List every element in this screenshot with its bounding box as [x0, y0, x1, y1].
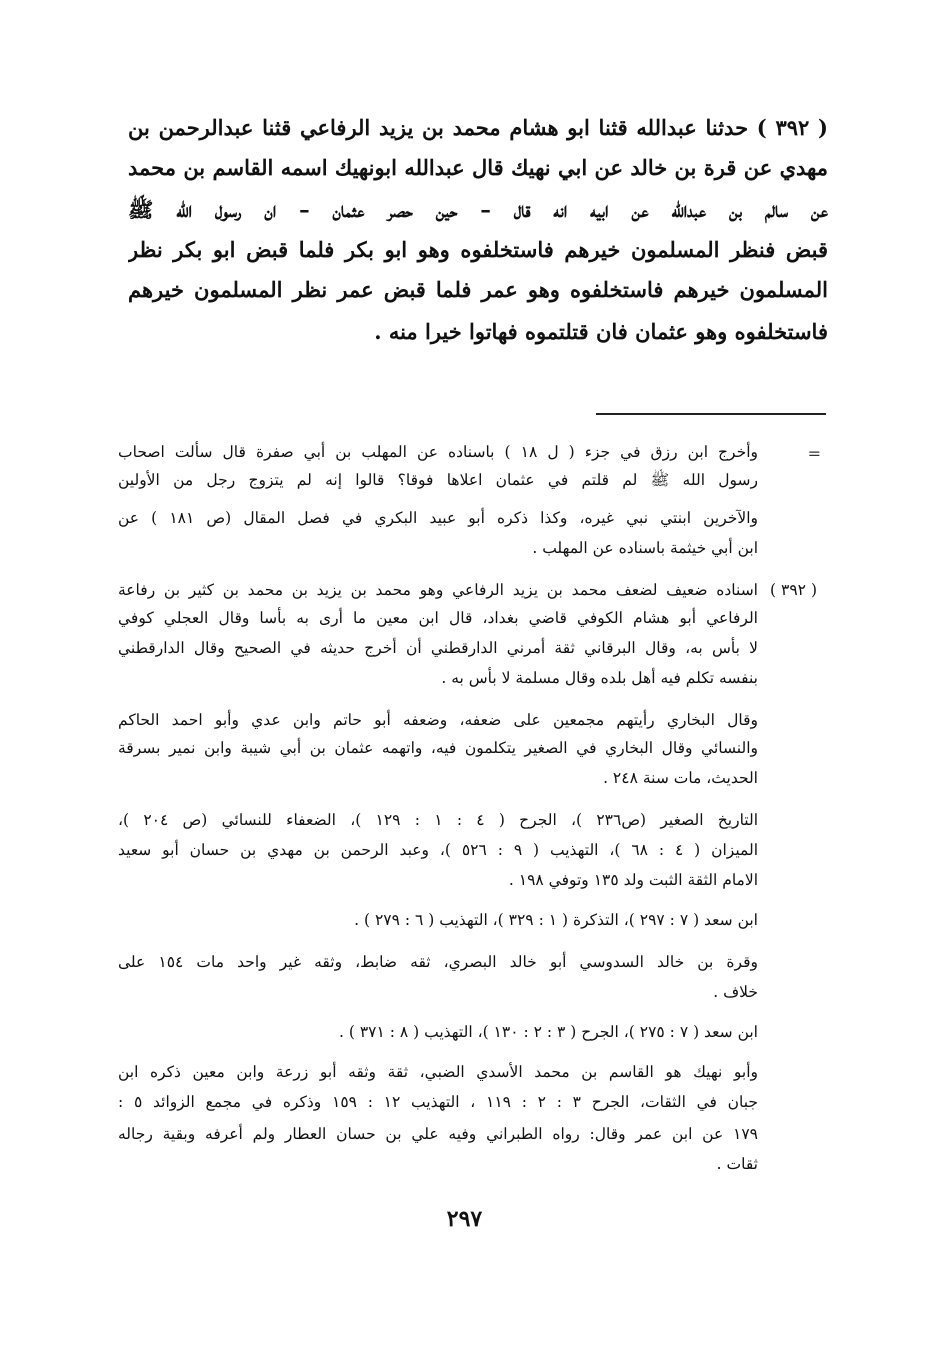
footnote-line: وأبو نهيك هو القاسم بن محمد الأسدي الضبي، ثقة وثقه أبو زرعة وابن معين ذكره ابن: [118, 1063, 758, 1081]
footnote-line: الحديث، مات سنة ٢٤٨ .: [603, 769, 758, 787]
footnote-line: وقرة بن خالد السدوسي أبو خالد البصري، ثقه ضابط، وثقه غير واحد مات ١٥٤ على: [118, 953, 758, 971]
footnote-line: التاريخ الصغير (ص٢٣٦ )، الجرح ( ٤ : ١ : ١٢٩ )، الضعفاء للنسائي (ص ٢٠٤ )،: [118, 811, 758, 829]
footnote-line: اسناده ضعيف لضعف محمد بن يزيد الرفاعي وهو محمد بن يزيد بن محمد بن كثير بن رفاعة: [118, 581, 758, 599]
continuation-mark: =: [807, 444, 821, 463]
footnote-line: والآخرين ابنتي نبي غيره، وكذا ذكره أبو عبيد البكري في فصل المقال (ص ١٨١ ) عن: [118, 509, 758, 527]
footnote-line: جبان في الثقات، الجرح ٣ : ٢ : ١١٩ ، التهذيب ١٢ : ١٥٩ وذكره في مجمع الزوائد ٥ :: [118, 1093, 758, 1111]
footnote-line: وأخرج ابن رزق في جزء ( ل ١٨ ) باسناده عن المهلب بن أبي صفرة قال سألت اصحاب: [118, 443, 758, 461]
footnote-line: ابن سعد ( ٧ : ٢٩٧ )، التذكرة ( ١ : ٣٢٩ )، التهذيب ( ٦ : ٢٧٩ ) .: [354, 911, 758, 929]
main-line: مهدي عن قرة بن خالد عن ابي نهيك قال عبدالله ابونهيك اسمه القاسم بن محمد: [128, 155, 828, 180]
footnote-line: بنفسه تكلم فيه أهل بلده وقال مسلمة لا بأس به .: [441, 669, 758, 687]
footnote-line: والنسائي وقال البخاري في الصغير يتكلمون فيه، واتهمه عثمان بن أبي شيبة وابن نمير بسرقة: [118, 739, 758, 757]
footnote-line: وقال البخاري رأيتهم مجمعين على ضعفه، وضعفه أبو حاتم وابن عدي وأبو احمد الحاكم: [118, 711, 758, 729]
main-line: المسلمون خيرهم فاستخلفوه وهو عمر فلما قبض عمر نظر المسلمون خيرهم: [128, 277, 828, 302]
footnote-line: رسول الله ﷺ لم قلتم في عثمان اعلاها فوقا؟ قالوا إنه لم يتزوج رجل من الأولين: [118, 471, 758, 489]
footnote-line: ١٧٩ عن ابن عمر وقال: رواه الطبراني وفيه علي بن حسان العطار ولم أعرفه وبقية رجاله: [118, 1125, 758, 1143]
main-line: فاستخلفوه وهو عثمان فان قتلتموه فهاتوا خيرا منه .: [374, 319, 828, 344]
footnote-line: الرفاعي أبو هشام الكوفي قاضي بغداد، قال ابن معين ما أرى به بأسا وقال العجلي كوفي: [118, 609, 758, 627]
footnote-number: ( ٣٩٢ ): [770, 581, 817, 599]
footnote-line: ابن أبي خيثمة باسناده عن المهلب .: [532, 539, 758, 557]
footnote-line: الميزان ( ٤ : ٦٨ )، التهذيب ( ٩ : ٥٢٦ )، وعبد الرحمن بن مهدي بن حسان أبو سعيد: [118, 841, 758, 859]
main-line: عن سالم بن عبدالله عن ابيه انه قال – حين حصر عثمان – ان رسول الله ﷺ: [128, 197, 828, 222]
footnote-line: ثقات .: [716, 1155, 758, 1173]
footnote-line: خلاف .: [713, 983, 758, 1001]
main-line: ( ٣٩٢ ) حدثنا عبدالله قثنا ابو هشام محمد بن يزيد الرفاعي قثنا عبدالرحمن بن: [128, 115, 828, 140]
footnote-line: الامام الثقة الثبت ولد ١٣٥ وتوفي ١٩٨ .: [508, 871, 758, 889]
footnote-separator: [596, 413, 826, 415]
main-line: قبض فنظر المسلمون خيرهم فاستخلفوه وهو ابو بكر فلما قبض ابو بكر نظر: [128, 237, 828, 262]
footnote-line: لا بأس به، وقال البرقاني ثقة أمرني الدارقطني أن أخرج حديثه في الصحيح وقال الدارقطني: [118, 639, 758, 657]
page-number: ٢٩٧: [446, 1206, 483, 1232]
footnote-line: ابن سعد ( ٧ : ٢٧٥ )، الجرح ( ٣ : ٢ : ١٣٠ )، التهذيب ( ٨ : ٣٧١ ) .: [339, 1023, 758, 1041]
